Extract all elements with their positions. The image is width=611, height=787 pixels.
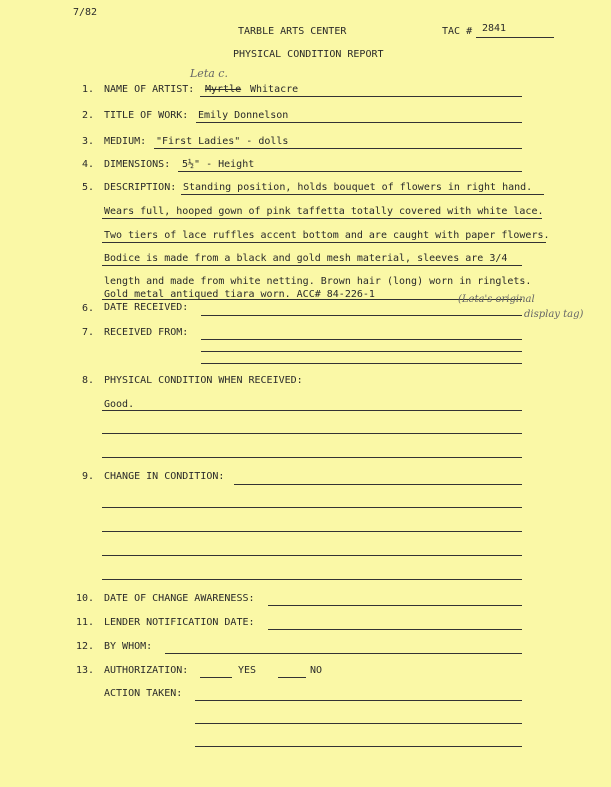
description-line-6: Gold metal antiqued tiara worn. ACC# 84-226-1 [104, 289, 375, 300]
field-number-12: 12. [75, 641, 94, 652]
title-value: Emily Donnelson [198, 110, 289, 121]
change-condition-line-5 [102, 579, 522, 580]
field-number-3: 3. [81, 136, 94, 147]
by-whom-line [165, 653, 522, 654]
dimensions-label: DIMENSIONS: [104, 159, 171, 170]
field-number-4: 4. [81, 159, 94, 170]
action-taken-label: ACTION TAKEN: [104, 688, 183, 699]
field-number-13: 13. [75, 665, 94, 676]
field-number-10: 10. [75, 593, 94, 604]
received-from-line-2 [201, 351, 522, 352]
dimensions-value: 5½" - Height [182, 159, 255, 170]
medium-line [154, 148, 522, 149]
tac-label: TAC # [442, 26, 473, 37]
description-line-4: Bodice is made from a black and gold mesh material, sleeves are 3/4 [104, 253, 508, 264]
field-number-5: 5. [81, 182, 94, 193]
date-received-line [201, 315, 522, 316]
field-number-2: 2. [81, 110, 94, 121]
condition-received-line-1 [102, 410, 522, 411]
report-title: PHYSICAL CONDITION REPORT [233, 49, 384, 60]
change-condition-line-1 [234, 484, 522, 485]
date-received-label: DATE RECEIVED: [104, 302, 189, 313]
change-condition-line-2 [102, 507, 522, 508]
authorization-no-label: NO [310, 665, 323, 676]
received-from-label: RECEIVED FROM: [104, 327, 189, 338]
change-condition-line-3 [102, 531, 522, 532]
center-name: TARBLE ARTS CENTER [238, 26, 347, 37]
field-number-7: 7. [81, 327, 94, 338]
artist-value: Whitacre [250, 84, 299, 95]
date-code: 7/82 [73, 7, 98, 18]
artist-line [200, 96, 522, 97]
authorization-label: AUTHORIZATION: [104, 665, 189, 676]
by-whom-label: BY WHOM: [104, 641, 153, 652]
tac-number-line [476, 37, 554, 38]
dimensions-line [178, 171, 522, 172]
action-taken-line-1 [195, 700, 522, 701]
field-number-6: 6. [81, 303, 94, 314]
authorization-no-blank [278, 677, 306, 678]
description-underline-4 [102, 265, 522, 266]
change-condition-line-4 [102, 555, 522, 556]
tac-number: 2841 [482, 23, 507, 34]
action-taken-line-3 [195, 746, 522, 747]
date-received-note-2: display tag) [524, 309, 584, 320]
condition-received-label: PHYSICAL CONDITION WHEN RECEIVED: [104, 375, 303, 386]
medium-value: "First Ladies" - dolls [156, 136, 289, 147]
description-underline-1 [181, 194, 544, 195]
date-received-note-1: (Leta's original [458, 294, 535, 305]
artist-handwritten-correction: Leta c. [190, 67, 228, 80]
description-underline-3 [102, 242, 546, 243]
description-line-1: Standing position, holds bouquet of flowers in right hand. [183, 182, 533, 193]
field-number-1: 1. [81, 84, 94, 95]
change-awareness-line [268, 605, 522, 606]
title-label: TITLE OF WORK: [104, 110, 189, 121]
condition-received-line-3 [102, 457, 522, 458]
description-line-2: Wears full, hooped gown of pink taffetta totally covered with white lace. [104, 206, 544, 217]
authorization-yes-label: YES [238, 665, 257, 676]
description-line-5: length and made from white netting. Brown hair (long) worn in ringlets. [104, 276, 532, 287]
condition-received-line-2 [102, 433, 522, 434]
authorization-yes-blank [200, 677, 232, 678]
artist-struck-name: Myrtle [205, 84, 242, 95]
description-line-3: Two tiers of lace ruffles accent bottom and are caught with paper flowers. [104, 230, 550, 241]
change-condition-label: CHANGE IN CONDITION: [104, 471, 225, 482]
title-line [196, 122, 522, 123]
condition-received-value: Good. [104, 399, 135, 410]
description-label: DESCRIPTION: [104, 182, 177, 193]
field-number-11: 11. [75, 617, 94, 628]
field-number-8: 8. [81, 375, 94, 386]
artist-label: NAME OF ARTIST: [104, 84, 195, 95]
lender-notification-line [268, 629, 522, 630]
lender-notification-label: LENDER NOTIFICATION DATE: [104, 617, 255, 628]
field-number-9: 9. [81, 471, 94, 482]
description-underline-2 [102, 218, 542, 219]
change-awareness-label: DATE OF CHANGE AWARENESS: [104, 593, 255, 604]
received-from-line-3 [201, 363, 522, 364]
received-from-line-1 [201, 339, 522, 340]
action-taken-line-2 [195, 723, 522, 724]
medium-label: MEDIUM: [104, 136, 147, 147]
